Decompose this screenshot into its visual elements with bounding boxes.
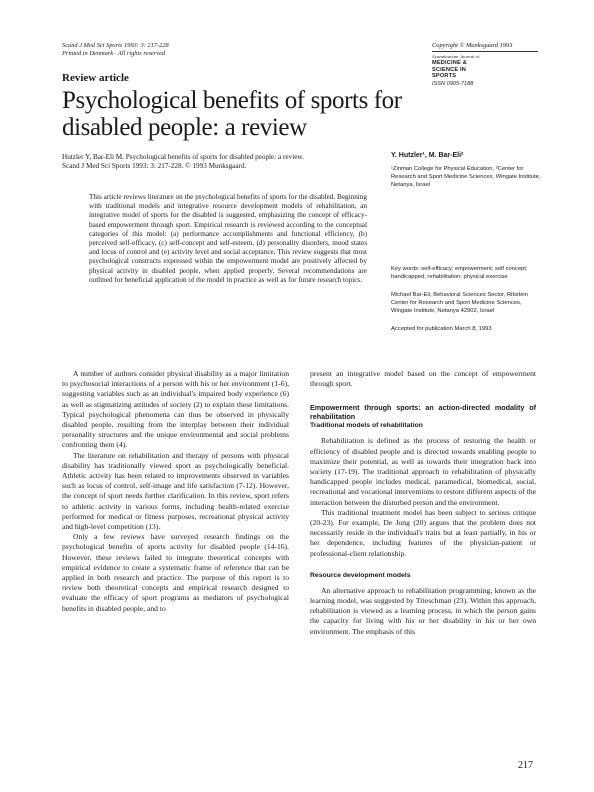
body-paragraph: present an integrative model based on the concept of empowerment through sport. (310, 369, 536, 389)
logo-line: Scandinavian Journal of (432, 54, 480, 59)
logo-line: SPORTS (432, 73, 457, 80)
section-heading: Empowerment through sports: an action-directed modality of rehabilitation (310, 403, 536, 422)
subsection-heading: Resource development models (310, 571, 411, 579)
issn: ISSN 0905-7188 (432, 80, 474, 87)
correspondence-address: Michael Bar-Eli, Behavioral Sciences Sector, Ribstein Center for Research and Sport Medicine Sciences, Wingate Institute, Netanya 42902, Israel (391, 292, 528, 314)
citation-authors-title: Hutzler Y, Bar-Eli M. Psychological benefits of sports for disabled people: a review. (62, 153, 304, 161)
logo-line: MEDICINE & (432, 60, 467, 67)
accepted-date: Accepted for publication March 8, 1993 (391, 326, 492, 332)
body-paragraph: Only a few reviews have surveyed research findings on the psychological benefits of sports activity for disabled people (14-16). However, these reviews failed to integrate theoretical concepts with empirical evidence to create a systematic frame of reference that can be applied in both research and practice. The purpose of this report is to review both theoretical concepts and empirical research designed to evaluate the efficacy of sport programs as mediators of psychological benefits in disabled people, and to (62, 532, 289, 613)
body-paragraph: Rehabilitation is defined as the process of restoring the health or efficiency of disabled people and is directed towards enabling people to maximize their potential, as well as towards their integration back into society (17-19). The traditional approach to rehabilitation of physically handicapped people includes medical, paramedical, biomedical, social, recreational and vocational interventions to restore different aspects of the interaction between the disturbed person and the environment. (310, 436, 536, 507)
journal-logo (432, 54, 538, 80)
citation (62, 153, 362, 172)
subsection-heading: Traditional models of rehabilitation (310, 422, 423, 430)
keywords: Key words: self-efficacy; empowerment; self concept; handicapped; rehabilitation; physical exercise (391, 266, 528, 280)
article-type: Review article (62, 72, 129, 84)
body-left-column (62, 369, 289, 614)
body-right-column (310, 369, 536, 637)
printed-rights-line: Printed in Denmark · All rights reserved (62, 50, 166, 57)
page-number: 217 (518, 760, 533, 771)
body-paragraph: A number of authors consider physical disability as a major limitation to psychosocial interactions of a person with his or her environment (1-6), suggesting variables such as an individual's impaired body experience (6) as well as stigmatizing attitudes of society (2) to explain these limitations. Typical psychological phenomena can thus be observed in physically disabled people, resulting from the interplay between their individual personality structures and the unique environmental and social problems confronting them (4). (62, 369, 289, 450)
article-title: Psychological benefits of sports for disabled people: a review (62, 87, 402, 141)
abstract: This article reviews literature on the psychological benefits of sports for the disabled. Beginning with traditional models and integrative resource development models of rehabilitation, an integrative model of sports for the disabled is suggested, emphasizing the concept of efficacy-based empowerment through sport. Empirical research is reviewed according to the conceptual categories of this model: (a) performance accomplishments and functional efficiency, (b) perceived self-efficacy, (c) self-concept and self-esteem, (d) personality disorders, mood states and locus of control and (e) activity level and social acceptance. This review suggests that most psychological constructs expressed within the empowerment model are positively affected by physical activity in disabled people, when applied properly. Several recommendations are outlined for beneficial application of the model in practice as well as for future research topics. (89, 193, 367, 284)
copyright-block (432, 42, 538, 88)
author-affiliation: ¹Zinman College for Physical Education, ²Center for Research and Sport Medicine Sciences, Wingate Institute, Netanya, Israel (391, 166, 541, 188)
body-paragraph: An alternative approach to rehabilitation programming, known as the learning model, was suggested by Trieschman (23). Within this approach, rehabilitation is viewed as a learning process, in which the person gains the capacity for living with his or her disability in his or her own environment. The emphasis of this (310, 585, 536, 636)
copyright-notice: Copyright © Munksgaard 1993 (432, 42, 538, 52)
author-names: Y. Hutzler¹, M. Bar-Eli² (391, 152, 464, 159)
citation-source: Scand J Med Sci Sports 1993: 3: 217-228. © 1993 Munksgaard. (62, 162, 247, 171)
journal-reference (62, 42, 262, 58)
body-paragraph: This traditional treatment model has been subject to serious critique (20-23). For example, De Jong (20) argues that the problem does not necessarily reside in the individual's traits but at least partially, in his or her dependence, including features of the physician-patient or professional-client relationship. (310, 507, 536, 558)
logo-line: SCIENCE IN (432, 66, 467, 73)
body-paragraph: The literature on rehabilitation and therapy of persons with physical disability has traditionally viewed sport as psychologically beneficial. Athletic activity has been related to improvements observed in variables such as locus of control, self-image and life satisfaction (7-12). However, the concept of sport needs further clarification. In this review, sport refers to athletic activity in various forms, including health-related exercise performed for medical or fitness purposes, recreational physical activity and high-level competition (13). (62, 450, 289, 532)
journal-citation-line: Scand J Med Sci Sports 1993: 3: 217-228 (62, 42, 169, 49)
